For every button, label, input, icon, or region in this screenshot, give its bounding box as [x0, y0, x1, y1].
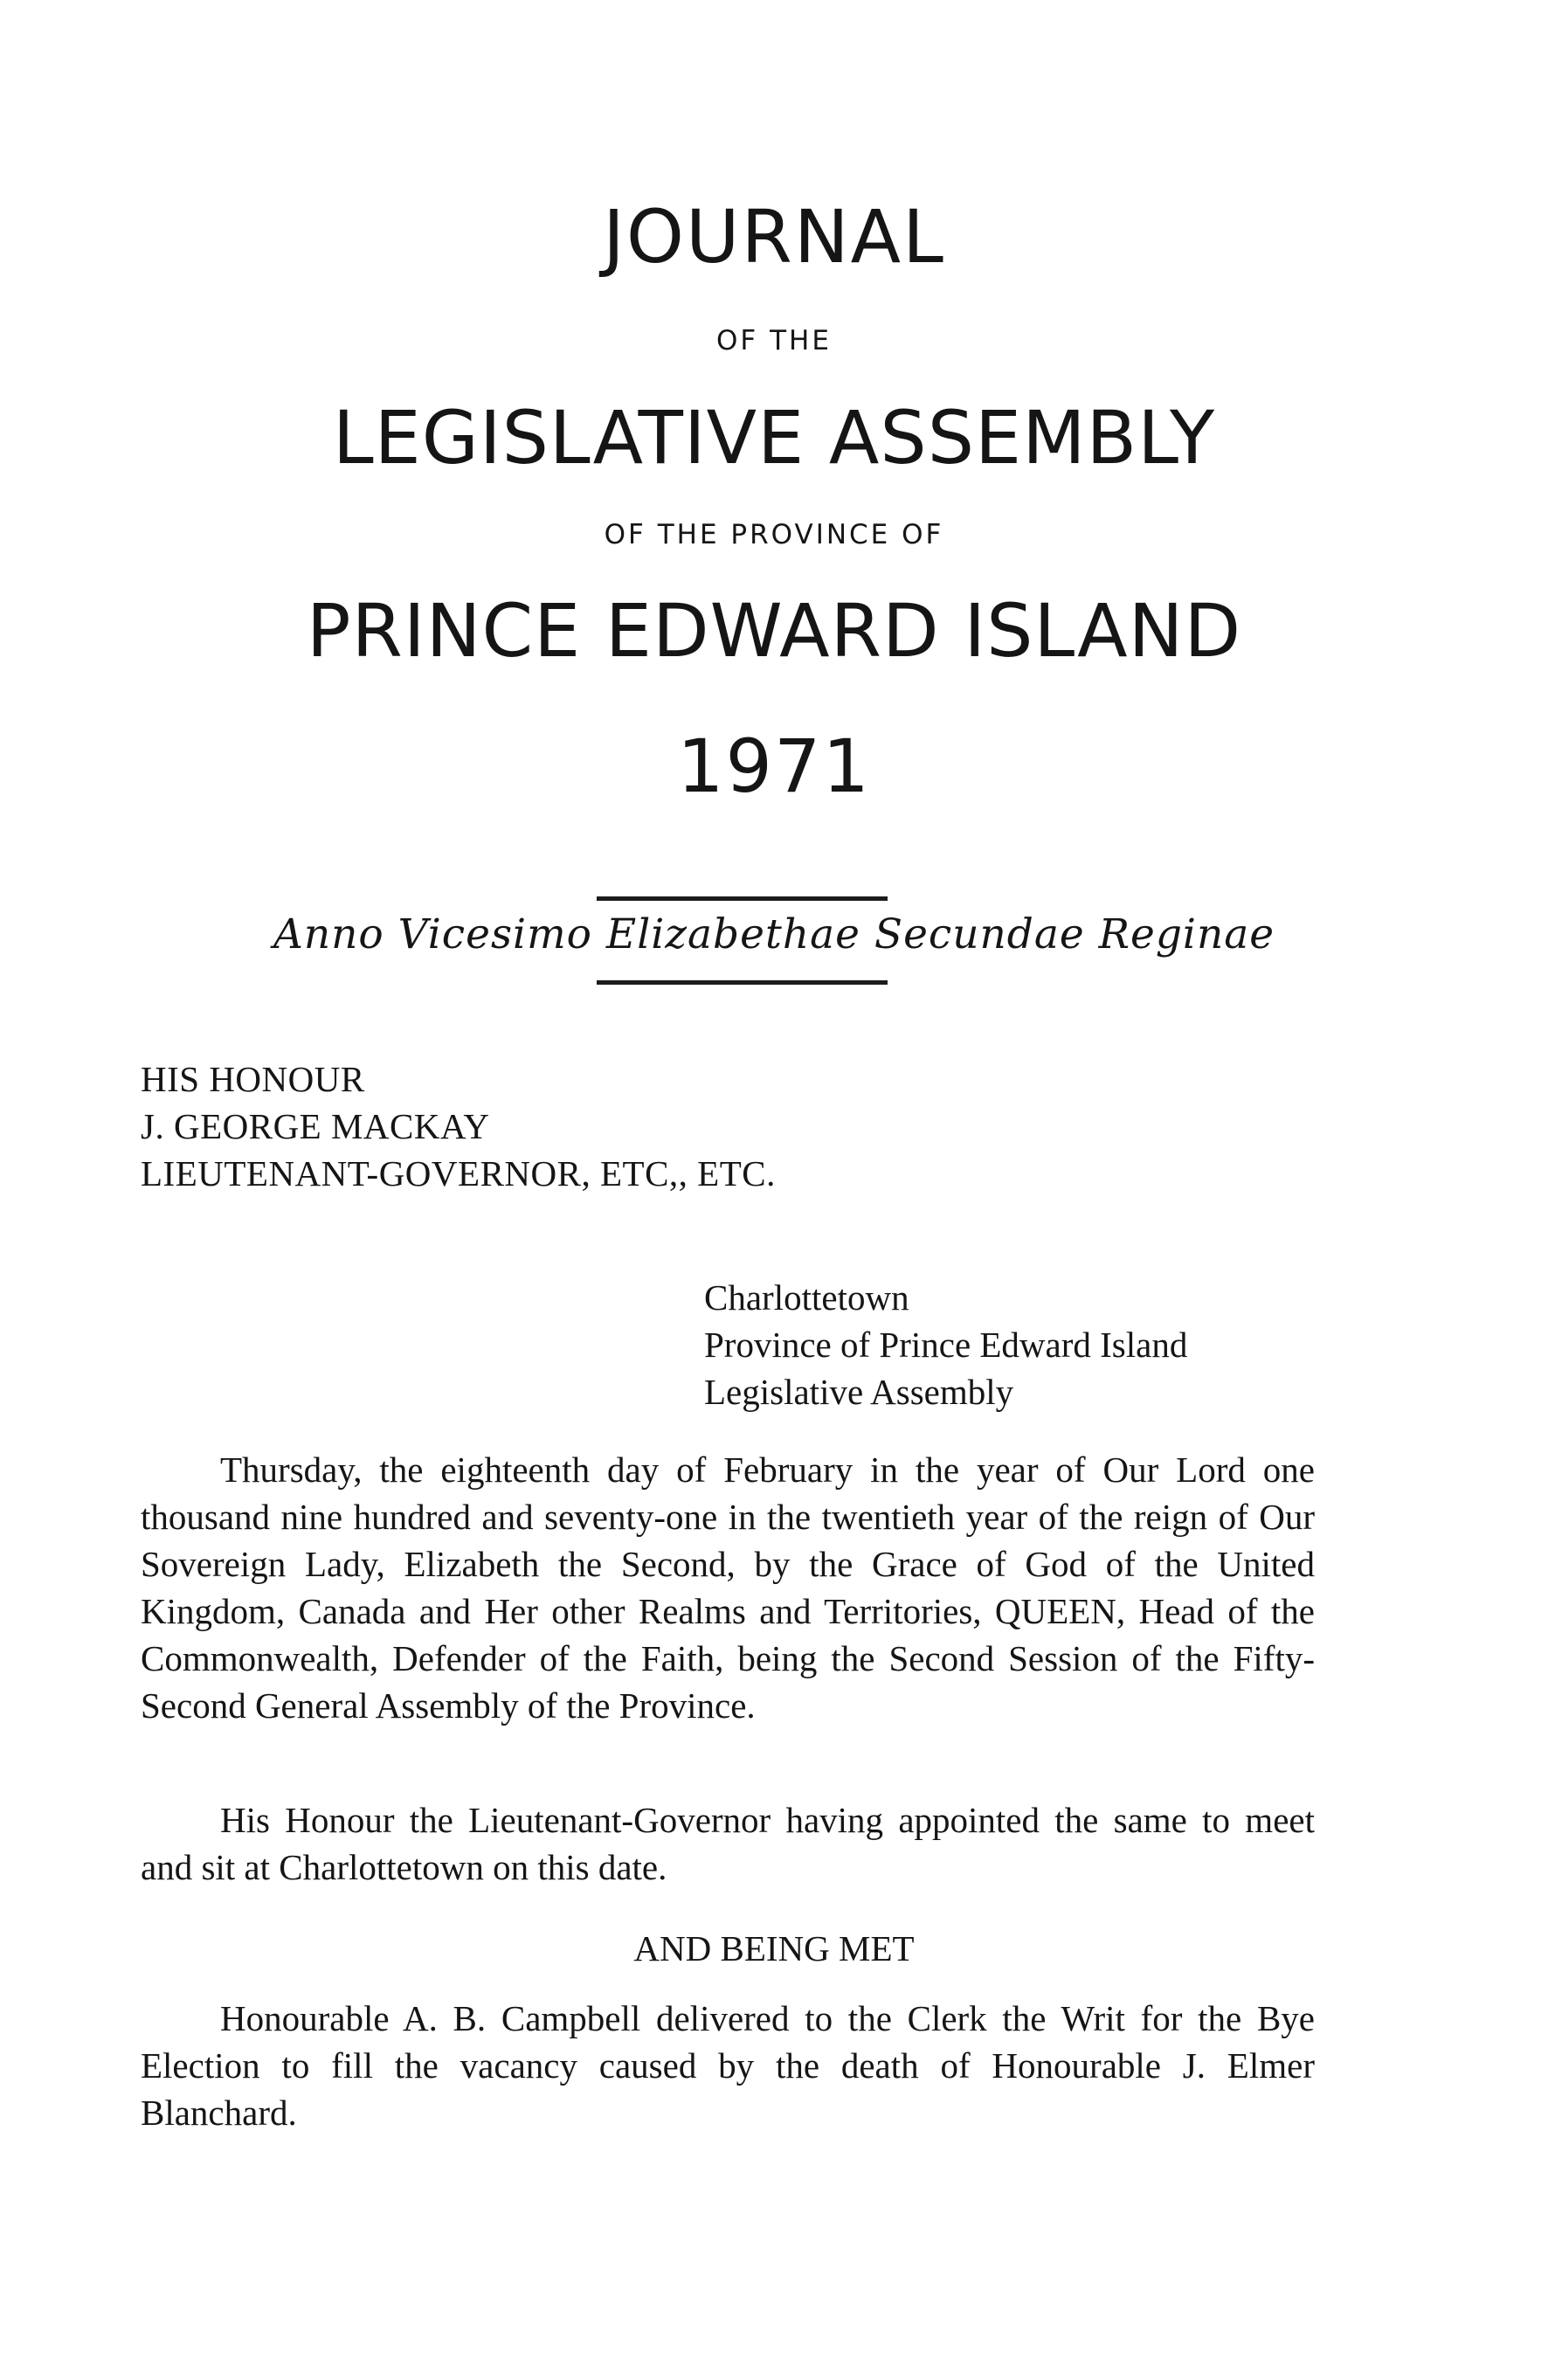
addressee-line-1: HIS HONOUR	[141, 1059, 365, 1099]
decorative-rule-bottom	[597, 980, 888, 985]
latin-title: Anno Vicesimo Elizabethae Secundae Reginae	[273, 910, 1275, 958]
journal-title: JOURNAL	[603, 194, 945, 280]
decorative-rule-top	[597, 896, 888, 901]
addressee-line-2: J. GEORGE MACKAY	[141, 1106, 490, 1146]
province-title: PRINCE EDWARD ISLAND	[306, 588, 1242, 674]
location-line-3: Legislative Assembly	[704, 1372, 1014, 1412]
of-the-line: OF THE	[716, 325, 832, 356]
latin-regnal-year	[0, 891, 1548, 987]
location-line-1: Charlottetown	[704, 1277, 909, 1318]
year-title: 1971	[677, 723, 871, 809]
opening-paragraph: Thursday, the eighteenth day of February in the year of Our Lord one thousand nine hundred and seventy-one in the twentieth year of the reign of Our Sovereign Lady, Elizabeth the Second, by the Grace of God of the United Kingdom, Canada and Her other Realms and Territories, QUEEN, Head of the Commonwealth, Defender of the Faith, being the Second Session of the Fifty-Second General Assembly of the Province.	[141, 1449, 1315, 1726]
and-being-met-heading: AND BEING MET	[633, 1928, 915, 1968]
addressee-block	[141, 1055, 1189, 1197]
location-line-2: Province of Prince Edward Island	[704, 1325, 1188, 1365]
addressee-line-3: LIEUTENANT-GOVERNOR, ETC,, ETC.	[141, 1153, 776, 1193]
writ-paragraph: Honourable A. B. Campbell delivered to the Clerk the Writ for the Bye Election to fill the vacancy caused by the death of Honourable J. Elmer Blanchard.	[141, 1998, 1315, 2133]
location-block	[704, 1274, 1447, 1415]
of-the-province-of-line: OF THE PROVINCE OF	[604, 519, 944, 550]
appointment-paragraph: His Honour the Lieutenant-Governor having appointed the same to meet and sit at Charlottetown on this date.	[141, 1800, 1315, 1887]
legislative-assembly-title: LEGISLATIVE ASSEMBLY	[332, 395, 1216, 481]
